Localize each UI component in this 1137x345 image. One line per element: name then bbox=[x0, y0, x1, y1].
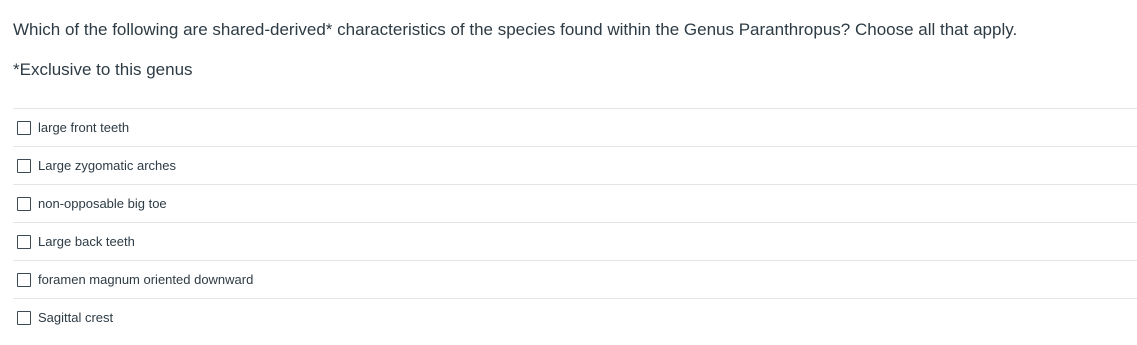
checkbox[interactable] bbox=[17, 311, 31, 325]
answer-option-foramen-magnum[interactable] bbox=[13, 260, 1137, 298]
answer-label[interactable]: Sagittal crest bbox=[38, 309, 114, 325]
question-text: Which of the following are shared-derived* characteristics of the species found within the Genus Paranthropus? Choose all that apply. bbox=[13, 20, 1018, 39]
checkbox[interactable] bbox=[17, 159, 31, 173]
answer-label[interactable]: non-opposable big toe bbox=[38, 195, 167, 211]
answer-option-sagittal-crest[interactable] bbox=[13, 298, 1137, 337]
answer-option-large-back-teeth[interactable] bbox=[13, 222, 1137, 260]
checkbox[interactable] bbox=[17, 235, 31, 249]
answer-option-large-front-teeth[interactable] bbox=[13, 108, 1137, 146]
answer-label[interactable]: Large back teeth bbox=[38, 233, 135, 249]
answer-label[interactable]: large front teeth bbox=[38, 119, 130, 135]
checkbox[interactable] bbox=[17, 121, 31, 135]
question-note: *Exclusive to this genus bbox=[13, 60, 193, 79]
checkbox[interactable] bbox=[17, 273, 31, 287]
answer-option-non-opposable-big-toe[interactable] bbox=[13, 184, 1137, 222]
answer-label[interactable]: foramen magnum oriented downward bbox=[38, 271, 254, 287]
answer-label[interactable]: Large zygomatic arches bbox=[38, 157, 177, 173]
answer-list bbox=[13, 108, 1137, 337]
checkbox[interactable] bbox=[17, 197, 31, 211]
answer-option-large-zygomatic-arches[interactable] bbox=[13, 146, 1137, 184]
